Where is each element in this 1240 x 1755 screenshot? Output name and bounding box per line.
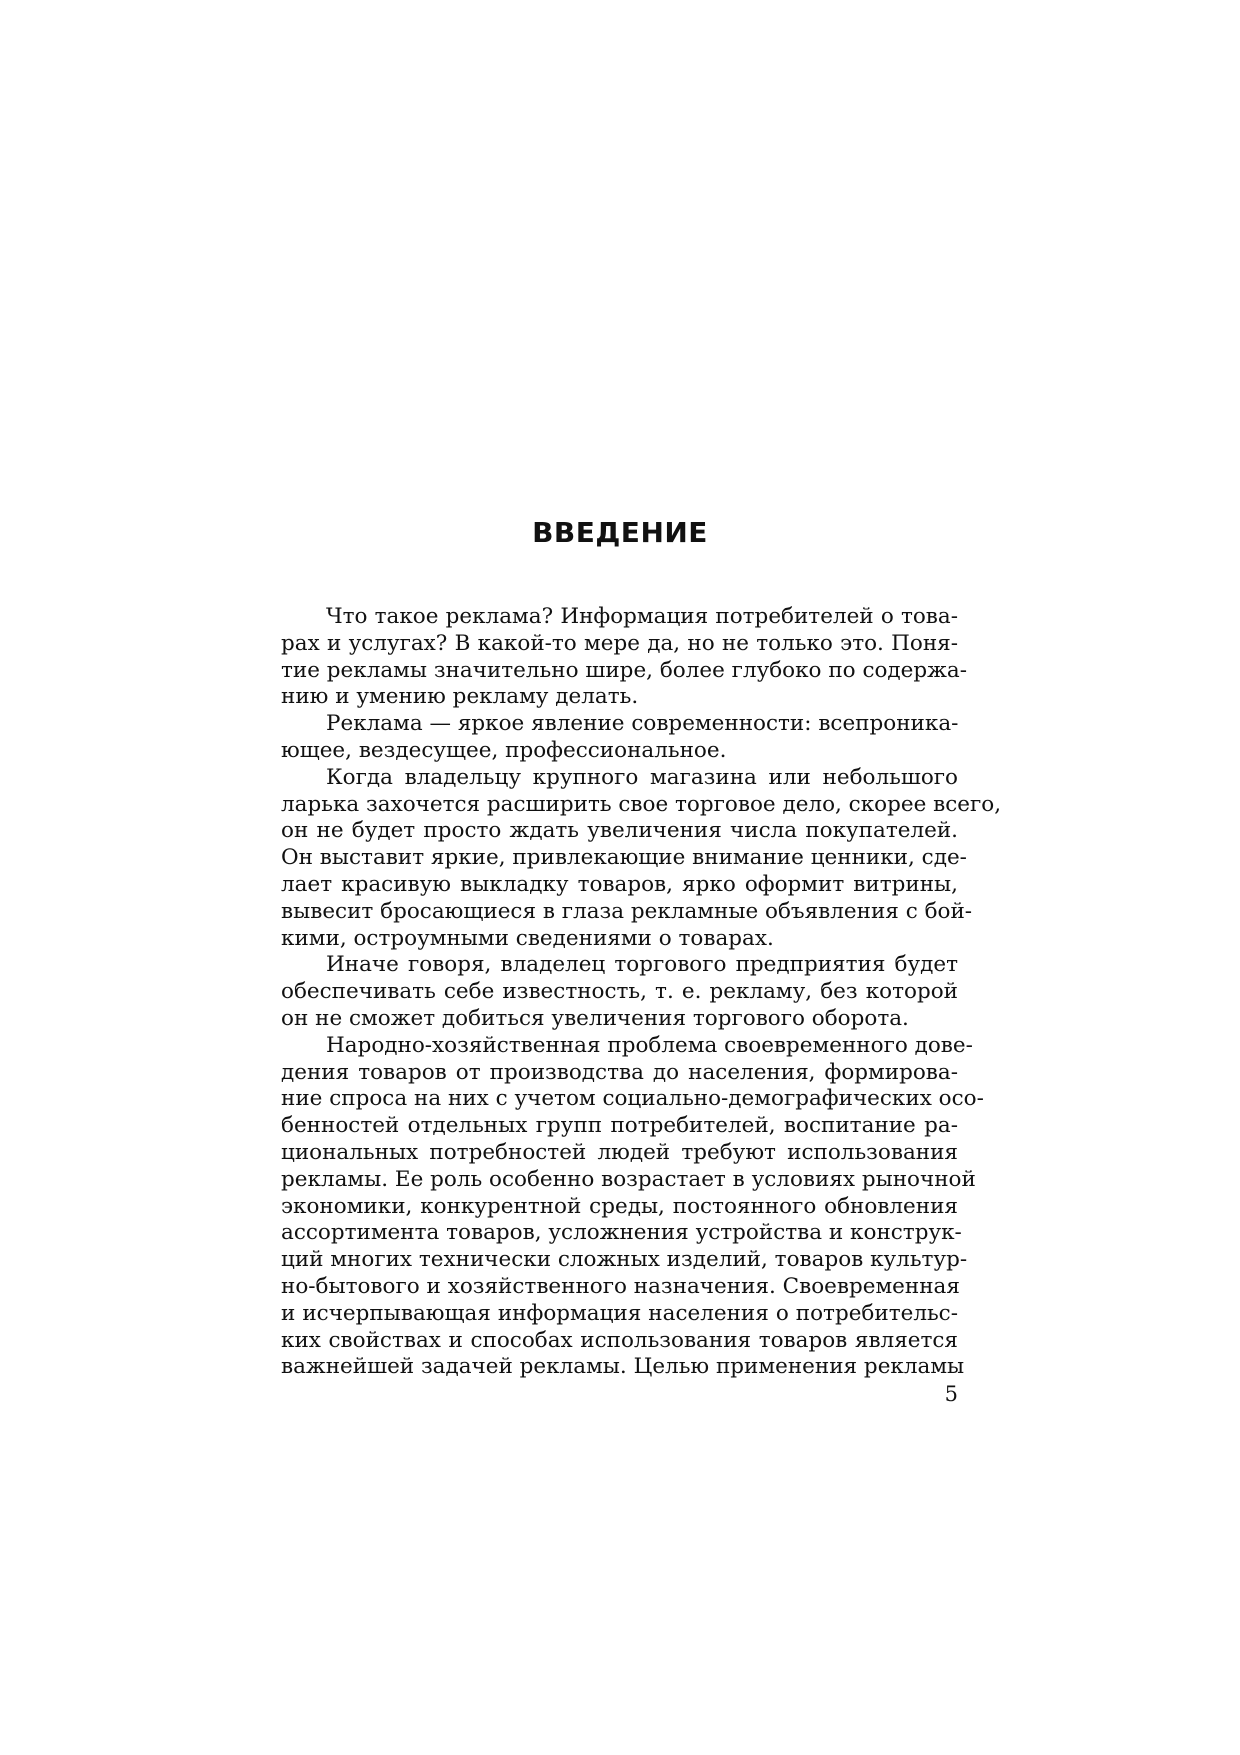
text-line: важнейшей задачей рекламы. Целью применения рекламы: [281, 1354, 965, 1380]
text-line: и исчерпывающая информация населения о потребительс-: [281, 1300, 958, 1326]
chapter-heading: ВВЕДЕНИЕ: [532, 516, 708, 549]
text-line: он не сможет добиться увеличения торгового оборота.: [281, 1005, 909, 1031]
text-line: Когда владельцу крупного магазина или небольшого: [326, 764, 958, 790]
text-line: Реклама — яркое явление современности: всепроника-: [326, 711, 959, 737]
text-line: рах и услугах? В какой-то мере да, но не только это. Поня-: [281, 630, 958, 656]
body-text: [281, 604, 1002, 1381]
page-number: 5: [944, 1382, 958, 1406]
text-line: экономики, конкурентной среды, постоянного обновления: [281, 1193, 958, 1219]
text-line: ние спроса на них с учетом социально-демографических осо-: [281, 1086, 984, 1112]
text-line: ассортимента товаров, усложнения устройства и конструк-: [281, 1220, 962, 1246]
text-line: ющее, вездесущее, профессиональное.: [281, 737, 727, 763]
text-line: лает красивую выкладку товаров, ярко оформит витрины,: [281, 871, 958, 897]
text-line: рекламы. Ее роль особенно возрастает в условиях рыночной: [281, 1166, 976, 1192]
text-line: ких свойствах и способах использования товаров является: [281, 1327, 958, 1353]
text-line: Иначе говоря, владелец торгового предприятия будет: [326, 952, 958, 978]
text-line: Что такое реклама? Информация потребителей о това-: [326, 604, 958, 629]
text-line: кими, остроумными сведениями о товарах.: [281, 925, 774, 951]
text-line: нию и умению рекламу делать.: [281, 684, 639, 710]
text-line: тие рекламы значительно шире, более глубоко по содержа-: [281, 657, 968, 683]
text-line: обеспечивать себе известность, т. е. рекламу, без которой: [281, 979, 958, 1005]
text-line: дения товаров от производства до населения, формирова-: [281, 1059, 958, 1085]
text-line: ларька захочется расширить свое торговое дело, скорее всего,: [281, 791, 1002, 817]
text-line: Народно-хозяйственная проблема своевременного дове-: [326, 1032, 973, 1058]
text-line: вывесит бросающиеся в глаза рекламные объявления с бой-: [281, 898, 973, 924]
text-line: бенностей отдельных групп потребителей, воспитание ра-: [281, 1113, 958, 1139]
text-line: циональных потребностей людей требуют использования: [281, 1139, 958, 1165]
text-line: ций многих технически сложных изделий, товаров культур-: [281, 1247, 968, 1273]
text-line: но-бытового и хозяйственного назначения. Своевременная: [281, 1273, 960, 1299]
text-line: Он выставит яркие, привлекающие внимание ценники, сде-: [281, 845, 967, 871]
text-line: он не будет просто ждать увеличения числа покупателей.: [281, 818, 958, 844]
